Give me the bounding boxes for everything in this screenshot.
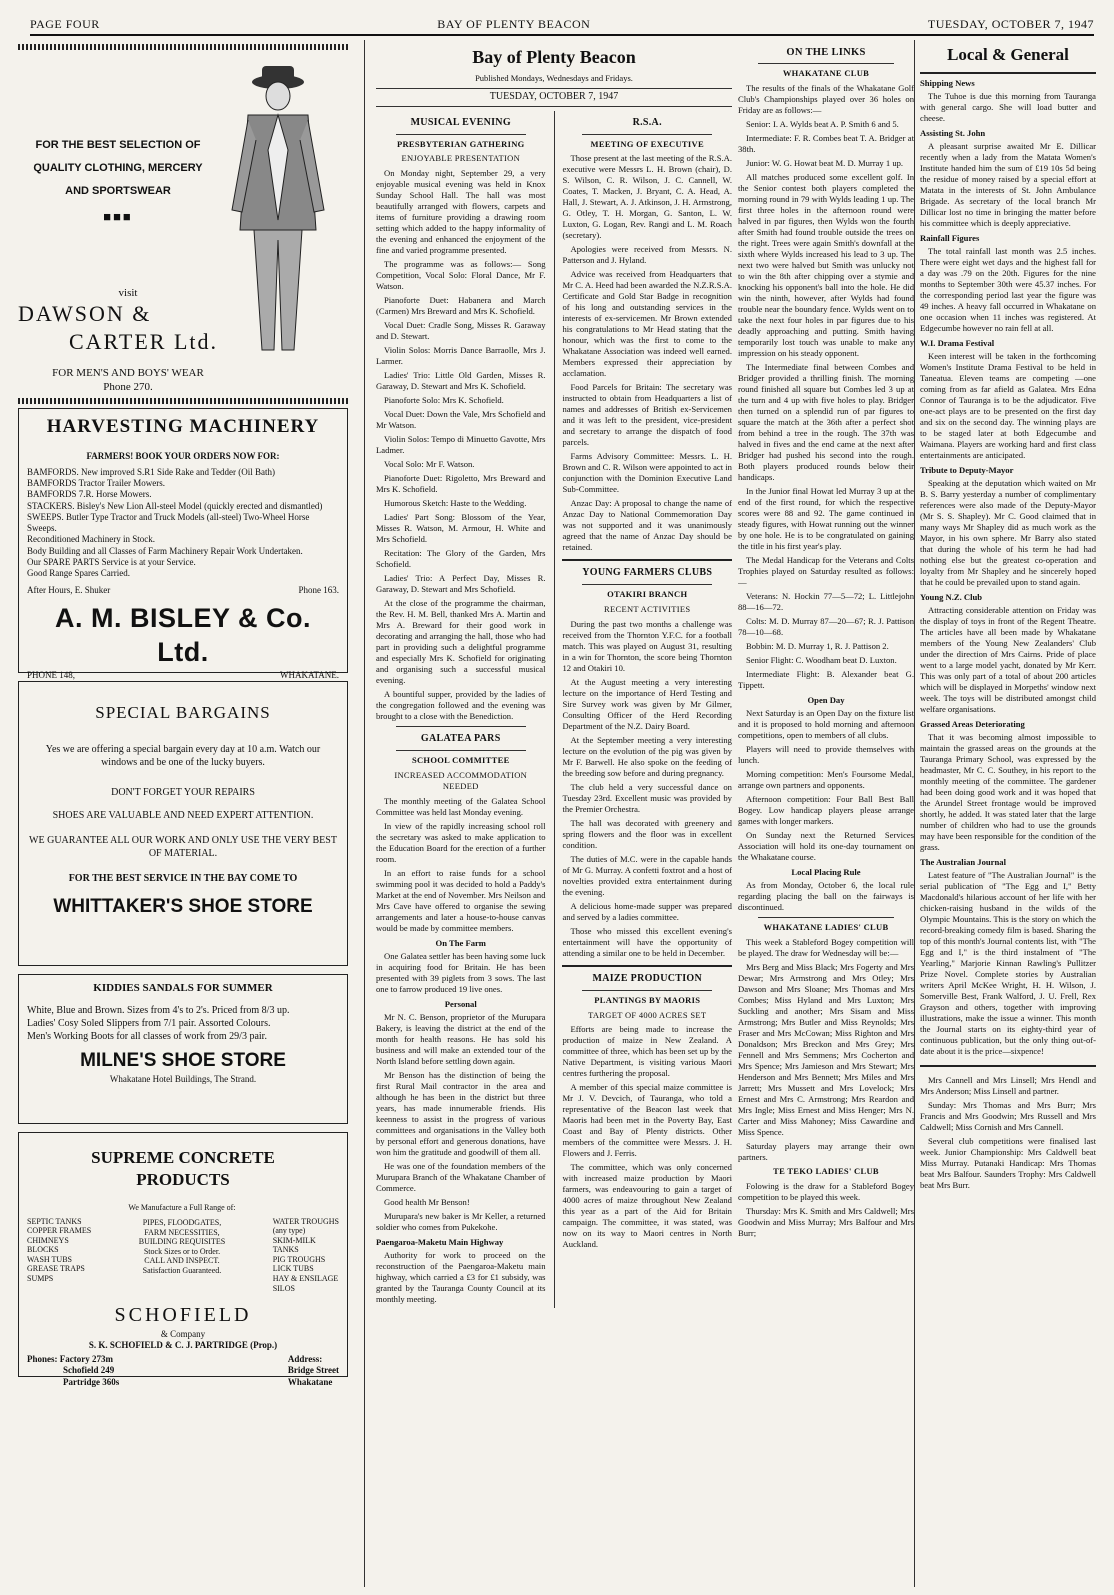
ad-text: Ladies' Cosy Soled Slippers from 7/1 pair. Assorted Colours. (27, 1017, 271, 1029)
news-item-body: A pleasant surprise awaited Mr E. Dillicar recently when a lady from the Matata Women's Institute handed him the sum of £19 10s 5d being the residue of money raised by a special effort at Matata in the interests of St. John Ambulance Brigade. As secretary of the local branch Mr Dillicar lost no time in bringing the matter before his committee which is deeply appreciative. (920, 140, 1096, 228)
divider (396, 134, 526, 135)
paper-date: TUESDAY, OCTOBER 7, 1947 (376, 88, 732, 107)
issue-date: TUESDAY, OCTOBER 7, 1947 (927, 17, 1094, 31)
ad-phone: Phone 163. (298, 585, 339, 596)
news-item-heading: Tribute to Deputy-Mayor (920, 464, 1014, 475)
product-item: PIPES, FLOODGATES, (142, 1218, 222, 1228)
article-paragraph: The club held a very successful dance on Tuesday 23rd. Excellent music was provided by the Premier Orchestra. (562, 781, 732, 814)
ad-title: PRODUCTS (136, 1169, 230, 1189)
article-paragraph: The programme was as follows:— Song Competition, Vocal Solo: Floral Dance, Mr F. Watson. (376, 259, 546, 292)
article-paragraph: The hall was decorated with greenery and spring flowers and the floor was in excellent condition. (562, 817, 732, 850)
product-item: COPPER FRAMES (27, 1226, 92, 1236)
ad-text: Yes we are offering a special bargain every day at 10 a.m. Watch our windows and be one of the lucky buyers. (45, 743, 321, 768)
article-paragraph: Pianoforte Duet: Habanera and March (Carmen) Mrs Breward and Mrs K. Schofield. (376, 295, 546, 317)
article-subhead: SCHOOL COMMITTEE (411, 755, 510, 766)
ad-brand-name: CARTER Ltd. (68, 329, 218, 355)
ad-phone: Schofield 249 (63, 1365, 115, 1376)
ad-address: Address: (287, 1353, 323, 1364)
article-paragraph: In an effort to raise funds for a school swimming pool it was decided to hold a Paddy's Market at the end of November. Mrs Neilson and Mrs Cave have offered to organise the sewing arrangements and later a house-to-house canvas would be made by committee members. (376, 867, 546, 933)
article-paragraph: A member of this special maize committee is Mr J. V. Devcich, of Tauranga, who told a representative of the Beacon last week that Maoris had been met in the Poverty Bay, East Coast and Bay of Plenty districts. Other members of the committee were Messrs. J. H. Flowers and J. Ferris. (562, 1082, 732, 1159)
article-paragraph: A bountiful supper, provided by the ladies of the congregation followed and the evening was brought to a close with the Benediction. (376, 689, 546, 722)
page-masthead (30, 12, 1094, 36)
article-paragraph: Afternoon competition: Four Ball Best Ball Bogey. Low handicap players please arrange games with longer markers. (738, 794, 914, 827)
machinery-item: Our SPARE PARTS Service is at your Service. (27, 556, 196, 567)
article-headline: YOUNG FARMERS CLUBS (582, 567, 713, 579)
product-item: BUILDING REQUISITES (138, 1237, 226, 1247)
product-item: HAY & ENSILAGE (272, 1274, 339, 1284)
ad-text: QUALITY CLOTHING, MERCERY (33, 162, 203, 175)
news-item-heading: Shipping News (920, 77, 975, 88)
article-subhead: On The Farm (435, 937, 486, 948)
divider (582, 134, 712, 135)
article-subhead: TARGET OF 4000 ACRES SET (588, 1009, 707, 1020)
ad-text: After Hours, E. Shuker (27, 585, 111, 596)
product-item: BLOCKS (27, 1245, 59, 1255)
product-item: SKIM-MILK (272, 1235, 316, 1245)
article-paragraph: This week a Stableford Bogey competition will be played. The draw for Wednesday will be:— (738, 937, 914, 959)
ad-phone: Partridge 360s (63, 1376, 120, 1387)
divider (18, 44, 348, 50)
article-paragraph: Senior: I. A. Wylds beat A. P. Smith 6 and 5. (746, 119, 899, 130)
article-paragraph: Apologies were received from Messrs. N. Patterson and J. Hyland. (562, 244, 732, 266)
article-paragraph: Bobbin: M. D. Murray 1, R. J. Pattison 2. (746, 641, 889, 652)
article-paragraph: Pianoforte Solo: Mrs K. Schofield. (384, 395, 504, 406)
machinery-item: BAMFORDS 7.R. Horse Mowers. (27, 489, 152, 500)
article-body (376, 168, 546, 722)
article-paragraph: Good health Mr Benson! (384, 1196, 470, 1207)
article-paragraph: Those who missed this excellent evening's entertainment will have the opportunity of attending a similar one to be held in December. (562, 925, 732, 958)
product-item: Satisfaction Guaranteed. (142, 1266, 222, 1276)
article-paragraph: Sunday: Mrs Thomas and Mrs Burr; Mrs Francis and Mrs Goodwin; Mrs Russell and Mrs Caldwell; Miss Cornish and Mrs Cannell. (920, 1099, 1096, 1132)
article-body (738, 937, 914, 1163)
article-paragraph: In the Junior final Howat led Murray 3 up at the end of the first round, for which the respective scores were 88 and 92. The game continued in steady figures, with Howat running out the winner by one hole. He is to be congratulated on gaining the title in his first year's play. (738, 486, 914, 552)
ad-text: We Manufacture a Full Range of: (128, 1202, 236, 1212)
article-paragraph: Intermediate Flight: B. Alexander beat G. Tippett. (738, 669, 914, 691)
product-list (273, 1203, 339, 1294)
news-item-body: Speaking at the deputation which waited on Mr B. S. Barry yesterday a number of complimentary references were also made of the Deputy-Mayor (Mr S. S. Shapley). Mr C. Good claimed that in many ways Mr Shapley did as much work as the Mayor, in his own sphere. Mr Barry also stated that during the whole of his term he had had nothing else but the greatest co-operation and loyalty from Mr Shapley and he sincerely hoped that he could be prevailed upon to stand again. (920, 477, 1096, 587)
product-item: WATER TROUGHS (272, 1216, 339, 1226)
article-paragraph: Thursday: Mrs K. Smith and Mrs Caldwell; Mrs Goodwin and Miss Murray; Mrs Balfour and Mrs Burr; (738, 1206, 914, 1239)
news-item-heading: W.I. Drama Festival (920, 337, 995, 348)
ad-text: visit (118, 287, 138, 299)
article-paragraph: At the September meeting a very interesting lecture on the evolution of the pig was given by Mr F. Barwell. He also spoke on the feeding of the breeding sow before and during pregnancy. (562, 734, 732, 778)
article-paragraph: Authority for work to proceed on the reconstruction of the Paengaroa-Maketu main highway, which carried a £3 for £1 subsidy, was granted by the Tauranga County Council at its monthly meeting. (376, 1249, 546, 1304)
article-paragraph: Mr N. C. Benson, proprietor of the Murupara Bakery, is leaving the district at the end of the month for health reasons. He has sold his business and will make an extended tour of the North Island before settling down again. (376, 1011, 546, 1066)
article-paragraph: Morning competition: Men's Foursome Medal, arrange own partners and opponents. (738, 769, 914, 791)
ad-text: DON'T FORGET YOUR REPAIRS (111, 787, 255, 799)
article-paragraph: Those present at the last meeting of the R.S.A. executive were Messrs L. H. Brown (chair), D. S. Wilson, C. R. Wilson, J. C. Cannell, W. Coates, T. Macken, J. Bryant, C. A. Head, A. Hall, J. Stewart, A. J. Atkinson, J. H. Armstrong, G. Otley, T. H. Morgan, G. Santon, L. W. Luxton, G. Logan, Rev. Rangi and L. M. Roach (secretary). (562, 153, 732, 241)
ad-title: KIDDIES SANDALS FOR SUMMER (93, 982, 273, 994)
product-item: CALL AND INSPECT. (144, 1256, 220, 1266)
article-body (738, 83, 914, 691)
ad-text: & Company (160, 1328, 206, 1339)
ad-whittaker (18, 681, 348, 966)
machinery-item: Body Building and all Classes of Farm Machinery Repair Work Undertaken. (27, 545, 303, 556)
product-list (127, 1218, 237, 1276)
article-subhead: Local Placing Rule (791, 867, 861, 878)
ad-title: HARVESTING MACHINERY (46, 416, 320, 437)
article-subhead: Personal (444, 998, 477, 1009)
article-paragraph: A delicious home-made supper was prepared and served by a ladies committee. (562, 900, 732, 922)
product-list (27, 1203, 91, 1294)
ad-brand-name: SCHOFIELD (114, 1304, 252, 1327)
product-item: TANKS (272, 1245, 299, 1255)
ad-text: White, Blue and Brown. Sizes from 4's to 2's. Priced from 8/3 up. (27, 1005, 290, 1017)
article-headline: ON THE LINKS (786, 47, 866, 58)
ad-brand-name: MILNE'S SHOE STORE (80, 1050, 286, 1072)
article-headline: MAIZE PRODUCTION (592, 972, 702, 984)
page-number: PAGE FOUR (30, 17, 100, 31)
article-paragraph: One Galatea settler has been having some luck in acquiring food for Britain. He has been presented with 39 piglets from 3 sows. The last one to farrow produced 19 live ones. (376, 950, 546, 994)
article-paragraph: The Intermediate final between Combes and Bridger provided a thrilling finish. The morning round finished all square but Combes led 3 up at the turn and 4 up with five holes to play. Bridger then turned on a splendid run of par figures to square the match at the 36th after a perfect shot from behind a tree in the rough. The 37th was halved in fives and the end came at the next after Bridger had pushed his second into the rough. Both players produced rounds below their handicaps. (738, 362, 914, 483)
ornament: ■■■ (103, 209, 133, 225)
product-item: SUMPS (27, 1274, 54, 1284)
article-paragraph: Intermediate: F. R. Combes beat T. A. Bridger at 38th. (738, 133, 914, 155)
article-paragraph: Colts: M. D. Murray 87—20—67; R. J. Pattison 78—10—68. (738, 616, 914, 638)
article-paragraph: All matches produced some excellent golf. In the Senior contest both players completed the morning round in 79 with Wylds leading 1 up. The first three holes in the afternoon round were halved in par figures, then Wylds won the fourth after Smith had found trouble outside the trees on the right. Trees were again Smith's downfall at the sixth where Wylds increased his lead to 3 up. The next two were halved but Smith was unlucky not to win the 8th after chipping over a stymie and knocking his opponent's ball into the hole. He did win the ninth, however, after Wylds had found trouble near the boundary fence. Wylds went on to take the next four holes in par figures due to his deadly approaching and putting. Smith having temporarily lost touch was unable to make any impression on his steady opponent. (738, 172, 914, 359)
news-item-body: That it was becoming almost impossible to maintain the grassed areas on the grounds at the Tauranga Primary School, was expressed by the headmaster, Mr C. C. Southey, in his report to the monthly meeting of the committee. The gardener had been doing good work and it was hoped that the Arundel Street frontage would be improved shortly, he added. It was stated later that the large number of children who had to use the grounds may have been responsible for the condition of the grass. (920, 731, 1096, 852)
news-items (920, 78, 1096, 1057)
ad-text: WHAKATANE. (279, 669, 339, 680)
paper-name: BAY OF PLENTY BEACON (437, 17, 591, 31)
product-item: SILOS (272, 1283, 295, 1293)
divider (582, 990, 712, 991)
article-subhead: Open Day (807, 695, 845, 706)
editorial-column (376, 40, 732, 1587)
news-item-body: Latest feature of "The Australian Journal" is the serial publication of "The Egg and I," Betty Macdonald's hilarious account of her life with her chicken-raising husband in the wilds of the Olympic Mountains. This is the story on which the record-breaking comedy film is based. Sharing the top of this month's Journal contents list, with "The Egg and I," is the third instalment of "The Yearling," Marjorie Kinnan Rawling's Pullitzer Prize Novel. Complete stories by Australian writers April McKee Wright, H. H. Wilson, J. Somerville Best, Frank Walford, J. U. Frell, Rex Grayson and others, together with improving illustrations, make the issue a winner. This month the Journal starts on its eighty-third year of continuous publication, but the only thing out-of-date about it is the price—sixpence! (920, 869, 1096, 1056)
article-subhead: INCREASED ACCOMMODATION NEEDED (394, 769, 528, 791)
ad-text: AND SPORTSWEAR (65, 185, 171, 198)
ad-dawson-carter (18, 54, 348, 394)
article-paragraph: At the close of the programme the chairman, the Rev. H. M. Bell, thanked Mrs A. Martin and Mrs A. Breward for their good work in decorating and arranging the hall, those who had part in providing such a delightful programme and especially Mrs K. Schofield for originating and organising such a successful musical evening. (376, 598, 546, 686)
ad-brand-name: DAWSON & (18, 301, 152, 327)
ad-text: FOR MEN'S AND BOYS' WEAR (52, 367, 204, 380)
ad-text: FOR THE BEST SELECTION OF (35, 139, 201, 151)
article-paragraph: Several club competitions were finalised last week. Junior Championship: Mrs Caldwell beat Miss Murray. Putanaki Handicap: Mrs Thomas beat Mrs Balfour. Saunders Trophy: Mrs Caldwell beat Mrs Burr. (920, 1135, 1096, 1190)
article-paragraph: The monthly meeting of the Galatea School Committee was held last Monday evening. (376, 795, 546, 817)
divider (758, 917, 894, 918)
article-paragraph: Saturday players may arrange their own partners. (738, 1141, 914, 1163)
news-item-body: The Tuhoe is due this morning from Tauranga with general cargo. She will load butter and cheese. (920, 90, 1096, 123)
article-paragraph: The committee, which was only concerned with increased maize production by Maori farmers, was endeavouring to gain a target of 4000 acres of maize throughout New Zealand this year as a part of the Aid for Britain campaign. The committee, it was stated, was now on its way to Maori centres in North Auckland. (562, 1162, 732, 1250)
article-paragraph: Violin Solos: Tempo di Minuetto Gavotte, Mrs Ladmer. (376, 434, 546, 456)
article-paragraph: Ladies' Part Song: Blossom of the Year, Misses R. Watson, M. Armour, H. White and Mrs Schofield. (376, 512, 546, 545)
article-paragraph: The duties of M.C. were in the capable hands of Mr G. Murray. A confetti foxtrot and a host of novelties provided extra entertainment during the evening. (562, 853, 732, 897)
article-paragraph: Mr Benson has the distinction of being the first Rural Mail contractor in the area and although he has been in the district but three years, has made innumerable friends. His keenness to assist in the progress of various committees and organisations in the Valley both by personal effort and generous donations, have won him the gratitude and goodwill of them all. (376, 1069, 546, 1157)
ad-text: SHOES ARE VALUABLE AND NEED EXPERT ATTENTION. (52, 810, 314, 822)
product-item: CHIMNEYS (27, 1235, 69, 1245)
article-paragraph: Ladies' Trio: A Perfect Day, Misses R. Garaway, D. Stewart and Mrs Schofield. (376, 573, 546, 595)
news-item-heading: The Australian Journal (920, 856, 1006, 867)
article-body (376, 796, 546, 934)
article-paragraph: Vocal Solo: Mr F. Watson. (384, 459, 475, 470)
ad-text: FARMERS! BOOK YOUR ORDERS NOW FOR: (86, 451, 280, 462)
advertisement-column (18, 40, 348, 1587)
article-paragraph: He was one of the foundation members of the Murupara Branch of the Whakatane Chamber of Commerce. (376, 1160, 546, 1193)
article-paragraph: Farms Advisory Committee: Messrs. L. H. Brown and C. R. Wilson were appointed to act in conjunction with the Dominion Executive Land Sub-Committee. (562, 451, 732, 495)
article-paragraph: Players will need to provide themselves with lunch. (738, 744, 914, 766)
article-paragraph: Anzac Day: A proposal to change the name of Anzac Day to National Commemoration Day was not supported and it was unanimously agreed that the name of Anzac Day should be retained. (562, 498, 732, 553)
article-paragraph: Advice was received from Headquarters that Mr C. A. Heed had been awarded the N.Z.R.S.A. Certificate and Gold Star Badge in recognition of his long and outstanding services in the interests of ex-servicemen. Mr Brown extended his congratulations to Mr Head stating that the honour, which was the first to come to the Whakatane Association was indeed well earned. Members expressed their appreciation by acclamation. (562, 269, 732, 379)
ad-title: SUPREME CONCRETE (91, 1148, 275, 1167)
article-paragraph: On Sunday next the Returned Services Association will hold its one-day tournament on the Whakatane course. (738, 830, 914, 863)
news-item-heading: Rainfall Figures (920, 232, 980, 243)
article-subhead: OTAKIRI BRANCH (607, 589, 688, 600)
machinery-item: Reconditioned Machinery in Stock. (27, 534, 155, 545)
article-body (562, 1024, 732, 1250)
article-paragraph: Junior: W. G. Howat beat M. D. Murray 1 up. (746, 158, 904, 169)
sports-column (738, 40, 914, 1587)
news-item-heading: Grassed Areas Deteriorating (920, 718, 1025, 729)
ad-address: Bridge Street (287, 1365, 339, 1376)
article-paragraph: Violin Solos: Morris Dance Barraolle, Mrs J. Larmer. (376, 345, 546, 367)
news-item-heading: Young N.Z. Club (920, 591, 983, 602)
divider (582, 584, 712, 585)
machinery-item: SWEEPS. Butler Type Tractor and Truck Models (all-steel) Two-Wheel Horse Sweeps. (27, 511, 310, 534)
product-item: Stock Sizes or to Order. (143, 1246, 221, 1256)
news-item-body: The total rainfall last month was 2.5 inches. There were eight wet days and the highest fall for a day was .79 on the 20th. Figures for the nine months to September 30th were 45.37 inches. For the corresponding period last year the figure was 49 inches. A heavy fall occurred in Whakatane on one occasion when 11 inches was registered. At Edgecumbe however no rain fell at all. (920, 245, 1096, 333)
article-paragraph: Humorous Sketch: Haste to the Wedding. (384, 498, 527, 509)
local-general-column (920, 40, 1096, 1587)
column-rule (914, 40, 915, 1587)
article-subhead: PRESBYTERIAN GATHERING (396, 138, 525, 149)
product-item: SEPTIC TANKS (27, 1216, 82, 1226)
article-paragraph: Ladies' Trio: Little Old Garden, Misses R. Garaway, D. Stewart and Mrs K. Schofield. (376, 370, 546, 392)
machinery-item: BAMFORDS. New improved S.R1 Side Rake and Tedder (Oil Bath) (27, 466, 275, 477)
ad-phone: Phones: Factory 273m (27, 1353, 113, 1364)
machinery-item: Good Range Spares Carried. (27, 568, 130, 579)
article-paragraph: Vocal Duet: Down the Vale, Mrs Schofield and Mr Watson. (376, 409, 546, 431)
ad-bisley (18, 408, 348, 680)
article-subhead: ENJOYABLE PRESENTATION (401, 153, 521, 164)
product-item: FARM NECESSITIES, (144, 1227, 220, 1237)
article-body (562, 153, 732, 553)
article-paragraph: Efforts are being made to increase the production of maize in New Zealand. A committee of three, which has been set up by the Native Department, is visiting various Maori centres furthering the proposal. (562, 1024, 732, 1079)
article-headline: GALATEA PARS (420, 733, 501, 745)
ad-address: Whakatane Hotel Buildings, The Strand. (109, 1073, 257, 1084)
machinery-item: STACKERS. Bisley's New Lion All-steel Model (quickly erected and dismantled) (27, 500, 323, 511)
article-paragraph: On Monday night, September 29, a very enjoyable musical evening was held in Knox Sunday School Hall. The hall was most beautifully arranged with flowers, carpets and items of furniture providing a drawing room setting which added to the happy informality of the evening and enhanced the enjoyment of the fine and varied programme presented. (376, 168, 546, 256)
ad-milne (18, 974, 348, 1124)
article-body (376, 1012, 546, 1233)
article-paragraph: Veterans: N. Hockin 77—5—72; L. Littlejohn 88—16—72. (738, 591, 914, 613)
article-subhead: WHAKATANE LADIES' CLUB (763, 922, 889, 933)
publication-note: Published Mondays, Wednesdays and Fridays. (475, 73, 633, 84)
article-paragraph: Food Parcels for Britain: The secretary was instructed to obtain from Headquarters a list of names and addresses of British ex-Servicemen and it was left to the president, vice-president and secretary to arrange the dispatch of food parcels. (562, 382, 732, 448)
machinery-item: BAMFORDS Tractor Trailer Mowers. (27, 478, 166, 489)
ad-address: Whakatane (287, 1376, 333, 1387)
product-item: WASH TUBS (27, 1254, 72, 1264)
article-body (738, 708, 914, 863)
article-subhead: PLANTINGS BY MAORIS (594, 994, 701, 1005)
news-item-heading: Assisting St. John (920, 127, 986, 138)
divider (396, 726, 526, 727)
article-subhead: WHAKATANE CLUB (782, 68, 870, 79)
ad-brand-name: WHITTAKER'S SHOE STORE (53, 896, 313, 918)
article-subhead: Paengaroa-Maketu Main Highway (376, 1236, 504, 1247)
ad-text: S. K. SCHOFIELD & C. J. PARTRIDGE (Prop.) (88, 1340, 278, 1351)
divider (758, 63, 894, 64)
article-paragraph: As from Monday, October 6, the local rule regarding placing the ball on the fairways is discontinued. (738, 880, 914, 913)
news-item-body: Keen interest will be taken in the forthcoming Women's Institute Drama Festival to be held in Taneatua. Eleven teams are competing —one coming from as far afield as Galatea. Mrs Edna Connor of Tauranga is to be the adjudicator. Five one-act plays are to be presented on the first day and six on the second day. The winning plays are to be staged later at both Edgecumbe and Waimana. Players are working hard and first class entertainments are anticipated. (920, 350, 1096, 460)
article-body (738, 1181, 914, 1239)
article-paragraph: During the past two months a challenge was received from the Thornton Y.F.C. for a football match. This was played on August 31, resulting in a win for Thornton, the score being Thornton 12 and Otakiri 10. (562, 618, 732, 673)
article-headline: MUSICAL EVENING (410, 116, 511, 128)
article-paragraph: Murupara's new baker is Mr Keller, a returned soldier who comes from Pukekohe. (376, 1210, 546, 1232)
product-item: (any type) (272, 1226, 306, 1236)
product-item: LICK TUBS (272, 1264, 314, 1274)
ad-text: FOR THE BEST SERVICE IN THE BAY COME TO (68, 872, 298, 884)
subcolumn-left (376, 111, 546, 1308)
article-paragraph: At the August meeting a very interesting lecture on the importance of Herd Testing and Sire Survey work was given by Mr Gilmer, Consulting Officer of the Herd Recording Department of the N.Z. Dairy Board. (562, 676, 732, 731)
article-paragraph: Vocal Duet: Cradle Song, Misses R. Garaway and D. Stewart. (376, 320, 546, 342)
paper-title: Bay of Plenty Beacon (472, 47, 636, 67)
article-subhead: MEETING OF EXECUTIVE (590, 138, 704, 149)
article-subhead: RECENT ACTIVITIES (604, 604, 691, 615)
article-paragraph: Senior Flight: C. Woodham beat D. Luxton. (746, 655, 897, 666)
ad-text: Men's Working Boots for all classes of work from 29/3 pair. (27, 1030, 267, 1042)
ad-schofield (18, 1132, 348, 1387)
article-paragraph: Next Saturday is an Open Day on the fixture list and it is proposed to hold morning and afternoon competitions, open to members of all clubs. (738, 708, 914, 741)
article-headline: R.S.A. (632, 116, 662, 128)
article-body (562, 619, 732, 959)
article-paragraph: Mrs Berg and Miss Black; Mrs Fogerty and Mrs Dewar; Mrs Armstrong and Mrs Otley; Mrs Dawson and Mrs Sloane; Mrs Thomas and Mrs Combes; Miss Hyland and Mrs Luxton; Mrs Suckling and another; Mrs Sisam and Miss Armstrong; Mrs Butler and Miss Reynolds; Mrs Fraser and Mrs McCowan; Miss Righton and Mrs Donaldson; Mrs Breckon and Mrs Grey; Mrs Fennell and Mrs Semmens; Mrs Cocherton and Mrs Spence; Mrs Jamieson and Mrs Stewart; Mrs Henderson and Mrs Bennett; Mrs Miles and Mrs Jarrett; Mrs Mussett and Mrs Lovelock; Mrs Ernest and Mrs C. Armstrong; Mrs Reardon and Mrs Ingle; Miss Ernest and Miss Henger; Mrs N. Carter and Miss Mahoney; Miss Cawardine and Miss Spence. (738, 962, 914, 1138)
article-paragraph: In view of the rapidly increasing school roll the secretary was asked to make application to the Education Board for the erection of a further room. (376, 820, 546, 864)
ad-phone: PHONE 148, (27, 669, 76, 680)
news-item-body: Attracting considerable attention on Friday was the display of toys in front of the Regent Theatre. The articles have all been made by Whakatane members of the Young New Zealanders' Club under the direction of Mrs Cairns. Pride of place went to a large model yacht, donated by Mr Kerr. This was only part of a total of about 200 articles which will be displayed in Morpeths' window next week. The toys will be distributed amongst child welfare organisations. (920, 604, 1096, 714)
machinery-list (27, 467, 339, 580)
article-subhead: TE TEKO LADIES' CLUB (773, 1166, 879, 1177)
article-paragraph: Folowing is the draw for a Stableford Bogey competition to be played this week. (738, 1181, 914, 1203)
divider (396, 750, 526, 751)
article-paragraph: Mrs Cannell and Mrs Linsell; Mrs Hendl and Mrs Anderson; Miss Linsell and partner. (920, 1074, 1096, 1096)
article-paragraph: The results of the finals of the Whakatane Golf Club's Championships played over 36 holes on Friday are as follows:— (738, 83, 914, 116)
column-rule (364, 40, 365, 1587)
product-item: GREASE TRAPS (27, 1264, 85, 1274)
ad-title: SPECIAL BARGAINS (95, 703, 271, 722)
subcolumn-right (562, 111, 732, 1308)
article-paragraph: The Medal Handicap for the Veterans and Colts Trophies played on Saturday resulted as follows:— (738, 555, 914, 588)
article-paragraph: Recitation: The Glory of the Garden, Mrs Schofield. (376, 548, 546, 570)
ad-text: WE GUARANTEE ALL OUR WORK AND ONLY USE THE VERY BEST OF MATERIAL. (29, 834, 337, 859)
product-item: PIG TROUGHS (272, 1254, 326, 1264)
article-paragraph: Pianoforte Duet: Rigoletto, Mrs Breward and Mrs K. Schofield. (376, 473, 546, 495)
ad-phone: Phone 270. (103, 381, 153, 394)
ad-brand-name: A. M. BISLEY & Co. Ltd. (54, 602, 312, 668)
column-rule (554, 111, 555, 1308)
section-title: Local & General (947, 45, 1069, 64)
divider (18, 398, 348, 404)
